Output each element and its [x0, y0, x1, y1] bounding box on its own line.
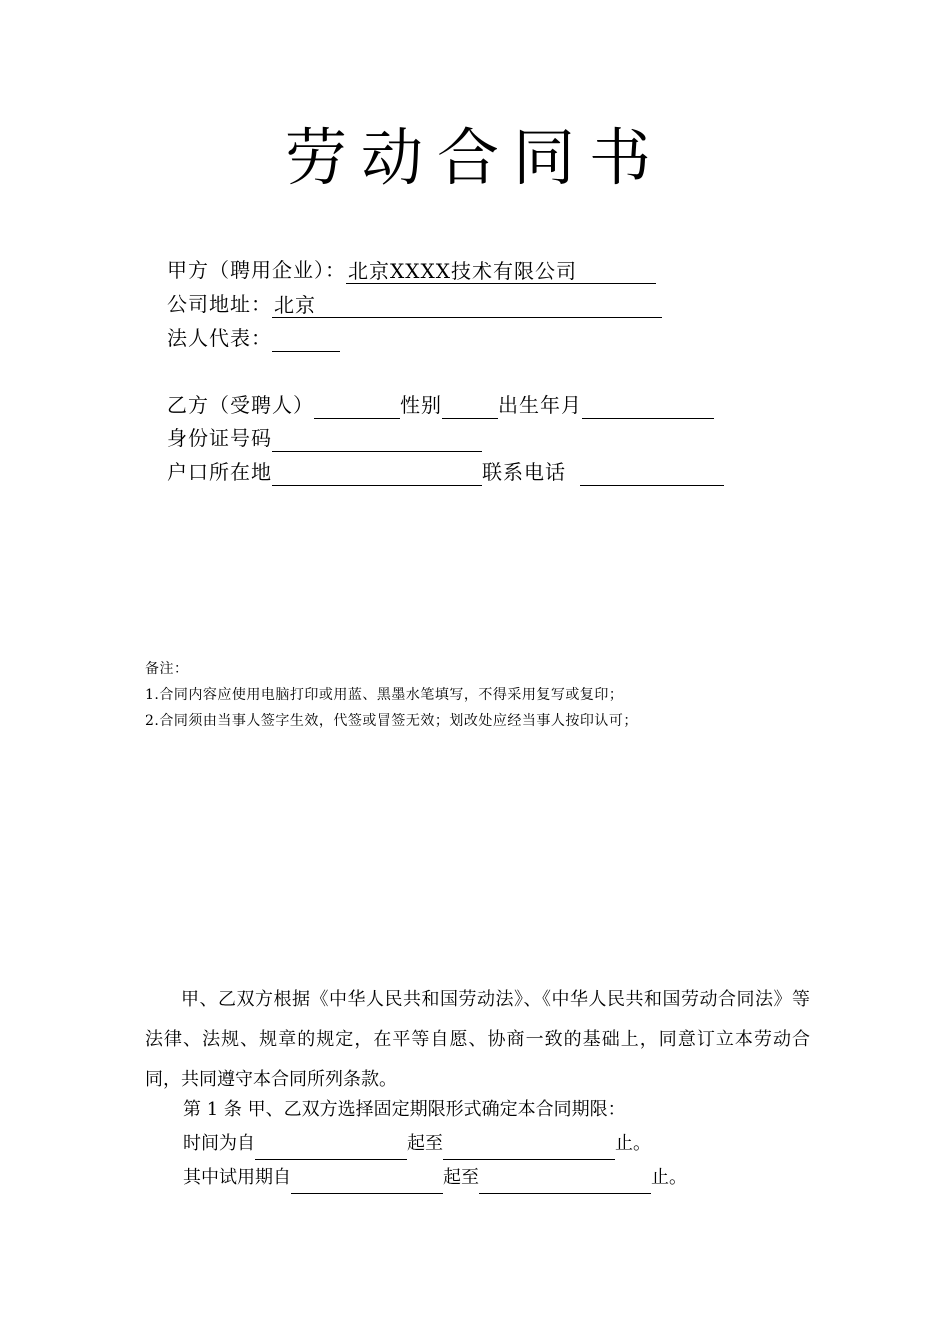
company-address-field[interactable]: 北京 — [272, 293, 662, 318]
hukou-row — [167, 458, 724, 486]
gender-label: 性别 — [400, 393, 442, 417]
probation-end: 止。 — [651, 1167, 687, 1188]
term-end: 止。 — [615, 1133, 651, 1154]
notes-heading: 备注： — [145, 661, 189, 677]
phone-field[interactable] — [580, 461, 724, 486]
hukou-field[interactable] — [272, 461, 482, 486]
party-a-row — [167, 256, 656, 284]
probation-end-field[interactable] — [479, 1171, 651, 1194]
id-number-field[interactable] — [272, 427, 482, 452]
note-item: 2.合同须由当事人签字生效，代签或冒签无效；划改处应经当事人按印认可； — [145, 713, 638, 729]
probation-mid: 起至 — [443, 1167, 479, 1188]
gender-field[interactable] — [442, 394, 498, 419]
hukou-label: 户口所在地 — [167, 460, 272, 484]
probation-prefix: 其中试用期自 — [183, 1167, 291, 1188]
party-b-row — [167, 391, 714, 419]
term-mid: 起至 — [407, 1133, 443, 1154]
party-a-field[interactable]: 北京XXXX技术有限公司 — [346, 259, 656, 284]
party-a-label: 甲方（聘用企业）： — [167, 258, 346, 282]
legal-rep-field[interactable] — [272, 327, 340, 352]
party-b-name-field[interactable] — [314, 394, 400, 419]
legal-rep-row — [167, 324, 340, 352]
notes-section — [145, 656, 638, 734]
probation-start-field[interactable] — [291, 1171, 443, 1194]
preamble-paragraph: 甲、乙双方根据《中华人民共和国劳动法》、《中华人民共和国劳动合同法》等法律、法规、规章的规定，在平等自愿、协商一致的基础上，同意订立本劳动合同，共同遵守本合同所列条款。 — [145, 989, 810, 1090]
party-b-label: 乙方（受聘人） — [167, 393, 314, 417]
document-title: 劳动合同书 — [284, 121, 665, 194]
term-prefix: 时间为自 — [183, 1133, 255, 1154]
contract-term-row — [183, 1128, 651, 1160]
probation-row — [183, 1162, 687, 1194]
birth-label: 出生年月 — [498, 393, 582, 417]
term-end-field[interactable] — [443, 1137, 615, 1160]
birth-field[interactable] — [582, 394, 714, 419]
phone-label: 联系电话 — [482, 460, 566, 484]
company-address-label: 公司地址： — [167, 292, 272, 316]
term-start-field[interactable] — [255, 1137, 407, 1160]
note-item: 1.合同内容应使用电脑打印或用蓝、黑墨水笔填写，不得采用复写或复印； — [145, 687, 624, 703]
id-number-row — [167, 424, 482, 452]
legal-rep-label: 法人代表： — [167, 326, 272, 350]
company-address-row — [167, 290, 662, 318]
clause-1-heading: 第 1 条 甲、乙双方选择固定期限形式确定本合同期限： — [183, 1099, 626, 1120]
id-number-label: 身份证号码 — [167, 426, 272, 450]
